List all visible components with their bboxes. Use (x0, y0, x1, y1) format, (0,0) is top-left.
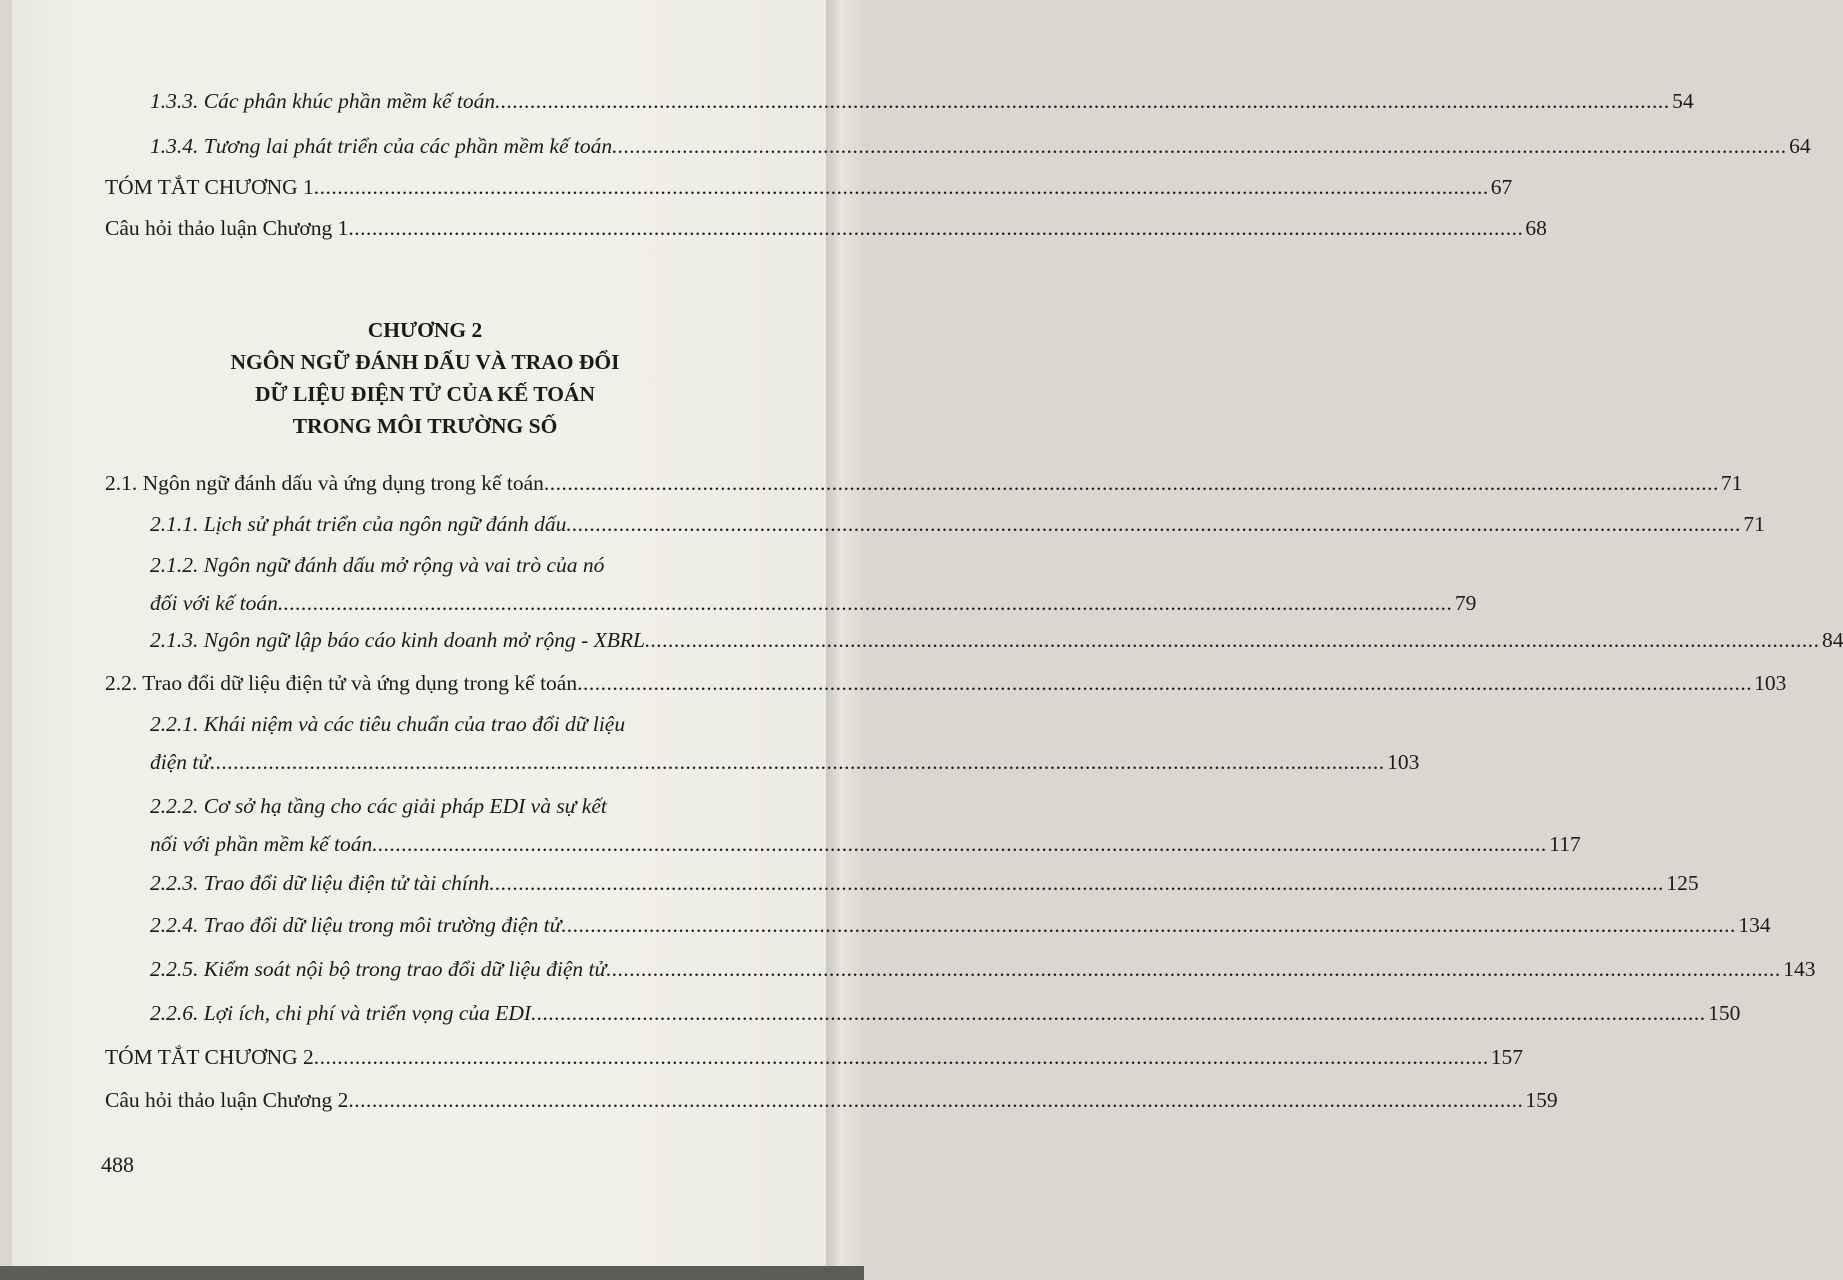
toc-page-number: 103 (1387, 750, 1420, 774)
dot-leader: ........................................................................................................................................................................................................ (313, 175, 1489, 199)
toc-page-number: 67 (1490, 175, 1513, 199)
dot-leader: ........................................................................................................................................................................................................ (489, 871, 1665, 895)
toc-entry-text: điện tử (150, 750, 211, 774)
toc-page-number: 117 (1549, 832, 1581, 856)
toc-page-number: 68 (1525, 216, 1547, 240)
toc-entry-line (105, 170, 1513, 204)
dot-leader: ........................................................................................................................................................................................................ (543, 471, 1719, 495)
toc-page-number: 64 (1789, 134, 1811, 158)
toc-page-number: 84 (1821, 628, 1843, 652)
toc-entry (150, 866, 1699, 900)
toc-entry-text: 2.2.5. Kiểm soát nội bộ trong trao đổi dữ liệu điện tử (150, 957, 607, 981)
toc-entry (105, 1040, 1524, 1074)
toc-entry (150, 84, 1694, 118)
toc-entry-text: 2.1.3. Ngôn ngữ lập báo cáo kinh doanh mở rộng - XBRL (150, 628, 645, 652)
toc-entry-text: 2.2. Trao đổi dữ liệu điện tử và ứng dụng trong kế toán (105, 671, 578, 695)
toc-entry (150, 548, 1477, 620)
toc-entry (105, 466, 1743, 500)
toc-entry (150, 707, 1420, 779)
toc-entry-line (105, 1083, 1558, 1117)
dot-leader: ........................................................................................................................................................................................................ (348, 216, 1524, 240)
toc-entry-text: 1.3.3. Các phân khúc phần mềm kế toán (150, 89, 496, 113)
toc-entry-line (150, 866, 1699, 900)
toc-page-number: 157 (1490, 1045, 1524, 1069)
toc-entry-text: 2.1.2. Ngôn ngữ đánh dấu mở rộng và vai trò của nó (150, 553, 605, 577)
toc-entry-text: TÓM TẮT CHƯƠNG 1 (105, 175, 314, 199)
dot-leader: ........................................................................................................................................................................................................ (313, 1045, 1489, 1069)
toc-entry-line (150, 745, 1420, 779)
toc-entry-line (150, 623, 1843, 657)
toc-entry-line (150, 84, 1694, 118)
toc-entry-text: 2.1. Ngôn ngữ đánh dấu và ứng dụng trong kế toán (105, 471, 544, 495)
dot-leader: ........................................................................................................................................................................................................ (277, 591, 1453, 615)
toc-page-number: 134 (1738, 913, 1771, 937)
toc-entry-line (105, 1040, 1524, 1074)
toc-entry-line (105, 211, 1547, 245)
toc-entry-line (150, 996, 1741, 1030)
toc-entry (105, 1083, 1558, 1117)
toc-entry (150, 952, 1816, 986)
dot-leader: ........................................................................................................................................................................................................ (372, 832, 1548, 856)
chapter-title-line: NGÔN NGỮ ĐÁNH DẤU VÀ TRAO ĐỔI (230, 350, 620, 374)
toc-entry-text: 1.3.4. Tương lai phát triển của các phần mềm kế toán (150, 134, 613, 158)
toc-entry-text: 2.1.1. Lịch sử phát triển của ngôn ngữ đánh dấu (150, 512, 567, 536)
dot-leader: ........................................................................................................................................................................................................ (561, 913, 1737, 937)
toc-entry (150, 129, 1811, 163)
toc-entry-text: nối với phần mềm kế toán (150, 832, 373, 856)
toc-page-number: 79 (1454, 591, 1477, 615)
toc-entry-text: 2.2.6. Lợi ích, chi phí và triển vọng của EDI (150, 1001, 532, 1025)
toc-entry (105, 211, 1547, 245)
toc-entry-line (105, 466, 1743, 500)
toc-page-number: 143 (1783, 957, 1816, 981)
toc-entry-text: Câu hỏi thảo luận Chương 2 (105, 1088, 349, 1112)
chapter-label: CHƯƠNG 2 (367, 318, 483, 342)
dot-leader: ........................................................................................................................................................................................................ (566, 512, 1742, 536)
toc-page-number: 71 (1743, 512, 1765, 536)
page-bottom-shadow (0, 1266, 864, 1280)
dot-leader: ........................................................................................................................................................................................................ (612, 134, 1788, 158)
chapter-title-line: TRONG MÔI TRƯỜNG SỐ (292, 414, 558, 438)
dot-leader: ........................................................................................................................................................................................................ (577, 671, 1753, 695)
dot-leader: ........................................................................................................................................................................................................ (348, 1088, 1524, 1112)
toc-entry-text: 2.2.3. Trao đổi dữ liệu điện tử tài chính (150, 871, 490, 895)
toc-page-number: 150 (1708, 1001, 1741, 1025)
toc-entry-line (105, 666, 1787, 700)
toc-entry (105, 170, 1513, 204)
toc-entry-line (150, 827, 1581, 861)
toc-entry-text: 2.2.1. Khái niệm và các tiêu chuẩn của trao đổi dữ liệu (150, 712, 626, 736)
dot-leader: ........................................................................................................................................................................................................ (495, 89, 1671, 113)
toc-entry (150, 996, 1741, 1030)
toc-entry-line (150, 586, 1477, 620)
toc-entry-text: 2.2.2. Cơ sở hạ tầng cho các giải pháp EDI và sự kết (150, 794, 607, 818)
toc-entry (105, 666, 1787, 700)
toc-entry-line (150, 908, 1771, 942)
toc-page-number: 125 (1666, 871, 1699, 895)
toc-entry (150, 789, 1581, 861)
toc-entry-text: TÓM TẮT CHƯƠNG 2 (105, 1045, 314, 1069)
page-number: 488 (101, 1152, 134, 1177)
toc-page-number: 159 (1525, 1088, 1558, 1112)
toc-entry (150, 623, 1843, 657)
toc-entry (150, 908, 1771, 942)
toc-entry-text: đối với kế toán (150, 591, 278, 615)
toc-entry (150, 507, 1765, 541)
toc-entry-line (150, 507, 1765, 541)
toc-entry-line (150, 952, 1816, 986)
toc-page-number: 103 (1754, 671, 1787, 695)
dot-leader: ........................................................................................................................................................................................................ (531, 1001, 1707, 1025)
dot-leader: ........................................................................................................................................................................................................ (644, 628, 1820, 652)
dot-leader: ........................................................................................................................................................................................................ (606, 957, 1782, 981)
toc-entry-line (150, 129, 1811, 163)
toc-entry-text: Câu hỏi thảo luận Chương 1 (105, 216, 349, 240)
toc-entry-text: 2.2.4. Trao đổi dữ liệu trong môi trường điện tử (150, 913, 562, 937)
toc-page-number: 71 (1720, 471, 1743, 495)
dot-leader: ........................................................................................................................................................................................................ (210, 750, 1386, 774)
toc-page-number: 54 (1672, 89, 1694, 113)
chapter-title-line: DỮ LIỆU ĐIỆN TỬ CỦA KẾ TOÁN (254, 382, 596, 406)
